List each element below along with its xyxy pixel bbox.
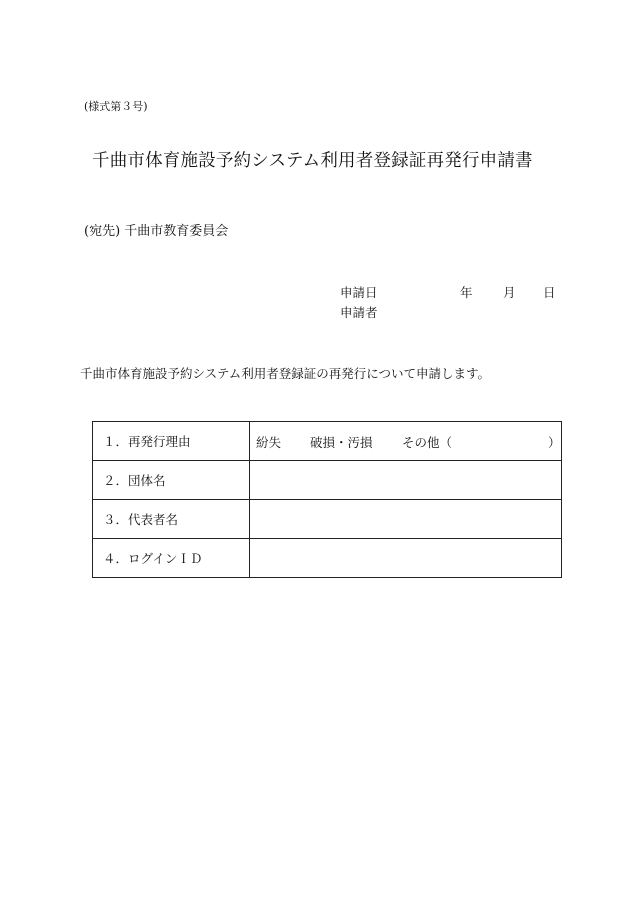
application-date-row xyxy=(340,283,560,299)
form-number: (様式第３号) xyxy=(84,100,148,113)
reason-option-lost[interactable]: 紛失 xyxy=(256,435,282,450)
reason-options-cell[interactable] xyxy=(250,422,562,461)
table-row xyxy=(93,539,562,578)
table-row xyxy=(93,500,562,539)
application-date-label: 申請日 xyxy=(340,285,378,300)
reason-option-damaged[interactable]: 破損・汚損 xyxy=(310,435,373,450)
date-year-label: 年 xyxy=(460,285,473,300)
application-statement: 千曲市体育施設予約システム利用者登録証の再発行について申請します。 xyxy=(80,366,491,381)
reason-other-close-paren: ） xyxy=(548,435,561,450)
applicant-label: 申請者 xyxy=(340,305,378,320)
representative-name-label: ３．代表者名 xyxy=(93,500,250,539)
date-month-label: 月 xyxy=(503,285,516,300)
table-row xyxy=(93,422,562,461)
addressee: (宛先) 千曲市教育委員会 xyxy=(84,224,229,239)
reason-option-other[interactable]: その他（ xyxy=(402,435,453,450)
group-name-label: ２．団体名 xyxy=(93,461,250,500)
login-id-field[interactable] xyxy=(250,539,562,578)
representative-name-field[interactable] xyxy=(250,500,562,539)
reason-label: １．再発行理由 xyxy=(93,422,250,461)
document-title: 千曲市体育施設予約システム利用者登録証再発行申請書 xyxy=(92,151,533,171)
application-form-table xyxy=(92,421,562,578)
login-id-label: ４．ログインＩＤ xyxy=(93,539,250,578)
group-name-field[interactable] xyxy=(250,461,562,500)
table-row xyxy=(93,461,562,500)
date-day-label: 日 xyxy=(543,285,556,300)
